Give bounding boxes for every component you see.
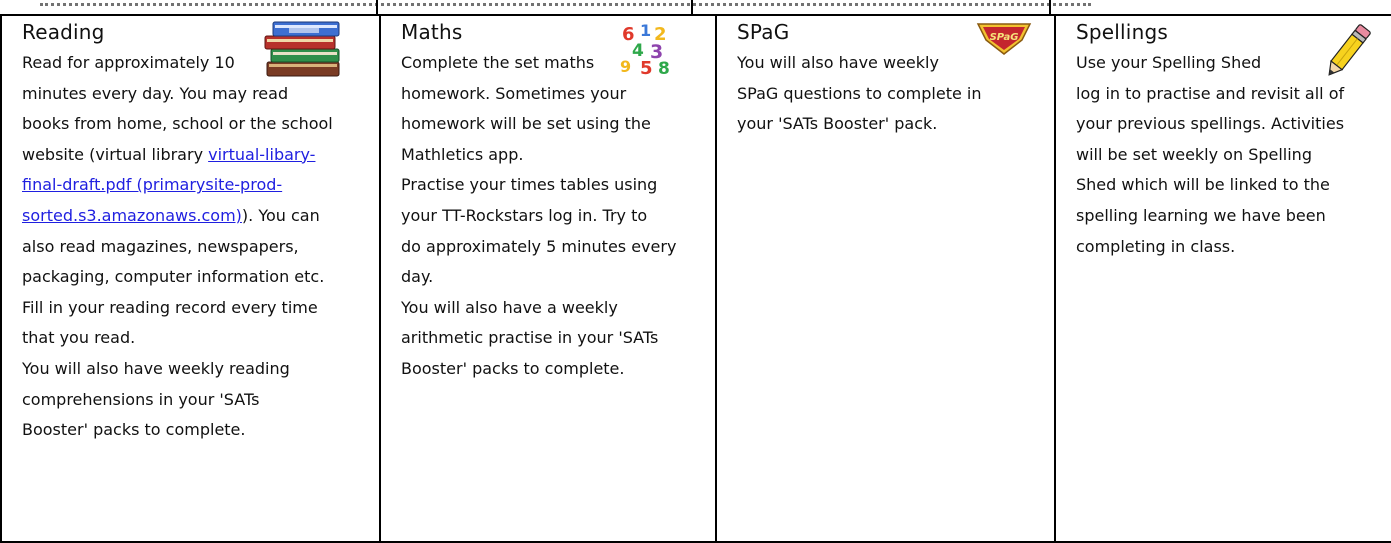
virtual-library-link[interactable]: sorted.s3.amazonaws.com) (22, 205, 242, 225)
numbers-icon (618, 20, 678, 78)
text-line: packaging, computer information etc. (22, 267, 325, 287)
strip-divider (691, 0, 693, 14)
text-line: Booster' packs to complete. (401, 358, 625, 378)
spag-heading: SPaG (737, 20, 790, 44)
text-line: day. (401, 267, 434, 287)
reading-text (22, 48, 379, 446)
reading-cell (1, 14, 380, 542)
svg-text:9: 9 (620, 57, 632, 76)
virtual-library-link[interactable]: final-draft.pdf (primarysite-prod- (22, 175, 283, 195)
text-line: homework. Sometimes your (401, 83, 627, 103)
text-line: Fill in your reading record every time (22, 297, 318, 317)
text-line: You will also have weekly reading (22, 358, 290, 378)
text-line: spelling learning we have been (1076, 205, 1326, 225)
text-line: SPaG questions to complete in (737, 83, 982, 103)
text-line: books from home, school or the school (22, 114, 333, 134)
svg-text:1: 1 (640, 21, 652, 40)
text-line: comprehensions in your 'SATs (22, 389, 260, 409)
text-line: Read for approximately 10 (22, 53, 235, 72)
text-line: minutes every day. You may read (22, 83, 289, 103)
text-line: also read magazines, newspapers, (22, 236, 299, 256)
text-line: your TT-Rockstars log in. Try to (401, 205, 648, 225)
text-line: completing in class. (1076, 236, 1236, 256)
svg-text:3: 3 (650, 41, 664, 63)
svg-text:2: 2 (654, 24, 667, 45)
cut-off-text-line (40, 3, 1091, 6)
maths-heading: Maths (401, 20, 463, 44)
svg-text:8: 8 (658, 59, 670, 78)
maths-cell (380, 14, 716, 542)
text-line (22, 201, 379, 232)
text-line: your previous spellings. Activities (1076, 114, 1345, 134)
reading-heading: Reading (22, 20, 105, 44)
text-line: homework will be set using the (401, 114, 651, 134)
text-line: will be set weekly on Spelling (1076, 144, 1312, 164)
spag-cell (716, 14, 1055, 542)
text-line: log in to practise and revisit all of (1076, 83, 1345, 103)
text-fragment: ). You can (241, 205, 320, 225)
books-icon (263, 18, 345, 80)
text-line: You will also have weekly (737, 53, 939, 72)
text-line: do approximately 5 minutes every (401, 236, 677, 256)
text-line (22, 170, 379, 201)
strip-divider (1049, 0, 1051, 14)
spag-badge-icon (976, 20, 1032, 56)
text-line: Use your Spelling Shed (1076, 53, 1262, 72)
text-line: arithmetic practise in your 'SATs (401, 328, 659, 348)
maths-text (401, 48, 715, 385)
spag-badge-text: SPaG (989, 32, 1019, 43)
spellings-cell (1055, 14, 1391, 542)
text-line: Practise your times tables using (401, 175, 658, 195)
text-line: your 'SATs Booster' pack. (737, 114, 938, 134)
svg-text:4: 4 (632, 41, 644, 61)
text-line: Booster' packs to complete. (22, 420, 246, 440)
pencil-icon (1321, 20, 1373, 84)
text-line: Complete the set maths (401, 53, 595, 72)
strip-divider (376, 0, 378, 14)
text-fragment: website (virtual library (22, 144, 209, 164)
virtual-library-link[interactable]: virtual-libary- (208, 144, 316, 164)
spag-text (737, 48, 1054, 140)
spellings-heading: Spellings (1076, 20, 1168, 44)
svg-text:5: 5 (640, 58, 653, 78)
text-line: You will also have a weekly (401, 297, 618, 317)
svg-text:6: 6 (622, 24, 635, 45)
text-line (22, 140, 379, 171)
text-line: that you read. (22, 328, 136, 348)
text-line: Mathletics app. (401, 144, 524, 164)
text-line: Shed which will be linked to the (1076, 175, 1330, 195)
homework-table (0, 14, 1391, 543)
